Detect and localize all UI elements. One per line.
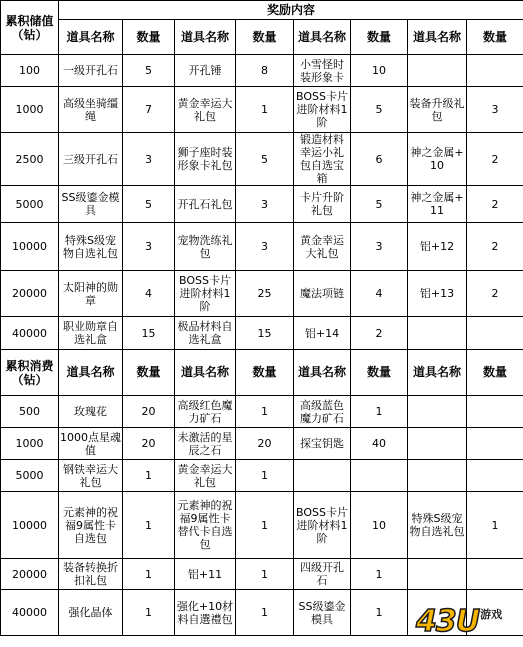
item-name-header: 道具名称 bbox=[408, 20, 467, 55]
watermark-mark: 43U bbox=[416, 603, 480, 639]
site-watermark-logo bbox=[416, 598, 521, 644]
quantity-cell: 3 bbox=[236, 223, 294, 271]
item-name-cell: BOSS卡片进阶材料1阶 bbox=[294, 492, 351, 559]
item-name-cell: 开孔锤 bbox=[175, 55, 236, 87]
recharge-row bbox=[1, 133, 523, 186]
quantity-cell: 20 bbox=[123, 428, 175, 460]
quantity-cell: 2 bbox=[467, 223, 523, 271]
quantity-cell: 10 bbox=[351, 492, 408, 559]
threshold-amount-cell: 5000 bbox=[1, 460, 59, 492]
quantity-cell: 3 bbox=[351, 223, 408, 271]
item-name-cell: 魔法项链 bbox=[294, 271, 351, 317]
item-name-cell: 卡片升阶礼包 bbox=[294, 186, 351, 223]
threshold-amount-cell: 10000 bbox=[1, 223, 59, 271]
item-name-cell: 黄金幸运大礼包 bbox=[175, 87, 236, 133]
item-name-cell: 1000点星魂值 bbox=[59, 428, 123, 460]
item-name-cell: 特殊S级宠物自选礼包 bbox=[408, 492, 467, 559]
quantity-cell: 5 bbox=[236, 133, 294, 186]
item-name-cell bbox=[294, 460, 351, 492]
item-name-cell: 强化+10材料自選禮包 bbox=[175, 590, 236, 636]
quantity-cell: 5 bbox=[123, 186, 175, 223]
spend-row bbox=[1, 396, 523, 428]
quantity-header: 数量 bbox=[236, 20, 294, 55]
item-name-header: 道具名称 bbox=[408, 350, 467, 396]
quantity-cell: 1 bbox=[351, 396, 408, 428]
reward-content-header: 奖励内容 bbox=[59, 1, 523, 20]
quantity-cell bbox=[467, 460, 523, 492]
item-name-cell: 装备转换折扣礼包 bbox=[59, 559, 123, 590]
quantity-header: 数量 bbox=[123, 20, 175, 55]
watermark-suffix: 游戏 bbox=[480, 608, 503, 621]
item-name-header: 道具名称 bbox=[175, 350, 236, 396]
quantity-header: 数量 bbox=[467, 20, 523, 55]
item-name-cell: 四级开孔石 bbox=[294, 559, 351, 590]
item-name-cell: 钢铁幸运大礼包 bbox=[59, 460, 123, 492]
item-name-cell: BOSS卡片进阶材料1阶 bbox=[294, 87, 351, 133]
quantity-cell: 3 bbox=[236, 186, 294, 223]
quantity-cell: 4 bbox=[351, 271, 408, 317]
threshold-amount-cell: 5000 bbox=[1, 186, 59, 223]
cumulative-spend-header: 累积消费（钻） bbox=[1, 350, 59, 396]
item-name-header: 道具名称 bbox=[294, 20, 351, 55]
recharge-row bbox=[1, 317, 523, 350]
item-name-cell: 高级蓝色魔力矿石 bbox=[294, 396, 351, 428]
recharge-row bbox=[1, 223, 523, 271]
quantity-cell bbox=[467, 55, 523, 87]
item-name-cell: SS级鎏金模具 bbox=[59, 186, 123, 223]
quantity-cell: 20 bbox=[236, 428, 294, 460]
item-name-cell: BOSS卡片进阶材料1阶 bbox=[175, 271, 236, 317]
item-name-header: 道具名称 bbox=[175, 20, 236, 55]
spend-row bbox=[1, 559, 523, 590]
recharge-row bbox=[1, 186, 523, 223]
item-name-cell: 铝+12 bbox=[408, 223, 467, 271]
quantity-cell bbox=[467, 317, 523, 350]
item-name-cell: 神之金属+10 bbox=[408, 133, 467, 186]
item-name-cell: 职业勋章自选礼盒 bbox=[59, 317, 123, 350]
quantity-header: 数量 bbox=[236, 350, 294, 396]
quantity-cell: 8 bbox=[236, 55, 294, 87]
spend-row bbox=[1, 428, 523, 460]
item-name-cell: 元素神的祝福9属性卡自选包 bbox=[59, 492, 123, 559]
item-name-cell: 铝+11 bbox=[175, 559, 236, 590]
quantity-cell: 1 bbox=[467, 492, 523, 559]
quantity-cell: 15 bbox=[123, 317, 175, 350]
quantity-cell: 4 bbox=[123, 271, 175, 317]
item-name-cell: 太阳神的勋章 bbox=[59, 271, 123, 317]
threshold-amount-cell: 40000 bbox=[1, 317, 59, 350]
item-name-cell: 未激活的星辰之石 bbox=[175, 428, 236, 460]
spend-header-row bbox=[1, 350, 523, 396]
recharge-title-row bbox=[1, 1, 523, 20]
quantity-cell: 2 bbox=[467, 271, 523, 317]
quantity-cell: 1 bbox=[123, 492, 175, 559]
threshold-amount-cell: 2500 bbox=[1, 133, 59, 186]
quantity-cell: 10 bbox=[351, 55, 408, 87]
quantity-cell: 7 bbox=[123, 87, 175, 133]
quantity-cell: 3 bbox=[467, 87, 523, 133]
item-name-cell bbox=[408, 559, 467, 590]
item-name-cell: 小雪怪时装形象卡 bbox=[294, 55, 351, 87]
reward-table-body bbox=[1, 1, 523, 636]
quantity-header: 数量 bbox=[467, 350, 523, 396]
item-name-cell: 装备升级礼包 bbox=[408, 87, 467, 133]
quantity-cell: 1 bbox=[236, 492, 294, 559]
item-name-cell bbox=[408, 396, 467, 428]
item-name-header: 道具名称 bbox=[59, 350, 123, 396]
quantity-cell: 1 bbox=[123, 590, 175, 636]
item-name-cell: SS级鎏金模具 bbox=[294, 590, 351, 636]
item-name-cell: 极品材料自选礼盒 bbox=[175, 317, 236, 350]
quantity-cell: 20 bbox=[123, 396, 175, 428]
item-name-cell bbox=[408, 460, 467, 492]
spend-row bbox=[1, 492, 523, 559]
quantity-cell bbox=[467, 428, 523, 460]
recharge-row bbox=[1, 271, 523, 317]
item-name-cell bbox=[408, 55, 467, 87]
quantity-cell: 1 bbox=[236, 590, 294, 636]
item-name-cell bbox=[408, 428, 467, 460]
quantity-cell: 1 bbox=[123, 559, 175, 590]
threshold-amount-cell: 10000 bbox=[1, 492, 59, 559]
quantity-cell: 25 bbox=[236, 271, 294, 317]
threshold-amount-cell: 40000 bbox=[1, 590, 59, 636]
quantity-cell: 1 bbox=[236, 559, 294, 590]
threshold-amount-cell: 20000 bbox=[1, 271, 59, 317]
item-name-cell: 狮子座时装形象卡礼包 bbox=[175, 133, 236, 186]
threshold-amount-cell: 500 bbox=[1, 396, 59, 428]
item-name-cell bbox=[408, 317, 467, 350]
item-name-cell: 黄金幸运大礼包 bbox=[294, 223, 351, 271]
item-name-cell: 玫瑰花 bbox=[59, 396, 123, 428]
quantity-cell: 1 bbox=[123, 460, 175, 492]
item-name-cell: 铝+14 bbox=[294, 317, 351, 350]
recharge-column-header-row bbox=[1, 20, 523, 55]
item-name-cell: 黄金幸运大礼包 bbox=[175, 460, 236, 492]
quantity-cell: 3 bbox=[123, 133, 175, 186]
quantity-cell: 5 bbox=[351, 186, 408, 223]
item-name-cell: 三级开孔石 bbox=[59, 133, 123, 186]
item-name-cell: 特殊S级宠物自选礼包 bbox=[59, 223, 123, 271]
quantity-header: 数量 bbox=[123, 350, 175, 396]
cumulative-recharge-header: 累积储值（钻） bbox=[1, 1, 59, 55]
quantity-cell: 1 bbox=[351, 559, 408, 590]
quantity-cell: 1 bbox=[351, 590, 408, 636]
item-name-cell: 神之金属+11 bbox=[408, 186, 467, 223]
item-name-cell: 一级开孔石 bbox=[59, 55, 123, 87]
item-name-header: 道具名称 bbox=[294, 350, 351, 396]
quantity-cell: 40 bbox=[351, 428, 408, 460]
item-name-header: 道具名称 bbox=[59, 20, 123, 55]
recharge-row bbox=[1, 55, 523, 87]
quantity-cell: 5 bbox=[351, 87, 408, 133]
spend-row bbox=[1, 460, 523, 492]
item-name-cell: 锻造材料幸运小礼包自选宝箱 bbox=[294, 133, 351, 186]
threshold-amount-cell: 1000 bbox=[1, 87, 59, 133]
quantity-cell: 2 bbox=[467, 133, 523, 186]
quantity-cell: 2 bbox=[351, 317, 408, 350]
threshold-amount-cell: 1000 bbox=[1, 428, 59, 460]
quantity-header: 数量 bbox=[351, 350, 408, 396]
quantity-cell: 15 bbox=[236, 317, 294, 350]
quantity-cell bbox=[351, 460, 408, 492]
quantity-cell: 5 bbox=[123, 55, 175, 87]
quantity-cell: 1 bbox=[236, 396, 294, 428]
quantity-cell: 6 bbox=[351, 133, 408, 186]
quantity-cell bbox=[467, 396, 523, 428]
item-name-cell: 强化晶体 bbox=[59, 590, 123, 636]
quantity-cell: 1 bbox=[236, 460, 294, 492]
threshold-amount-cell: 20000 bbox=[1, 559, 59, 590]
quantity-cell bbox=[467, 559, 523, 590]
quantity-cell: 2 bbox=[467, 186, 523, 223]
item-name-cell: 高级坐骑缰绳 bbox=[59, 87, 123, 133]
item-name-cell: 铝+13 bbox=[408, 271, 467, 317]
item-name-cell: 元素神的祝福9属性卡替代卡自选包 bbox=[175, 492, 236, 559]
item-name-cell: 高级红色魔力矿石 bbox=[175, 396, 236, 428]
item-name-cell: 开孔石礼包 bbox=[175, 186, 236, 223]
quantity-header: 数量 bbox=[351, 20, 408, 55]
recharge-row bbox=[1, 87, 523, 133]
quantity-cell: 3 bbox=[123, 223, 175, 271]
threshold-amount-cell: 100 bbox=[1, 55, 59, 87]
item-name-cell: 宠物洗练礼包 bbox=[175, 223, 236, 271]
item-name-cell: 探宝钥匙 bbox=[294, 428, 351, 460]
quantity-cell: 1 bbox=[236, 87, 294, 133]
